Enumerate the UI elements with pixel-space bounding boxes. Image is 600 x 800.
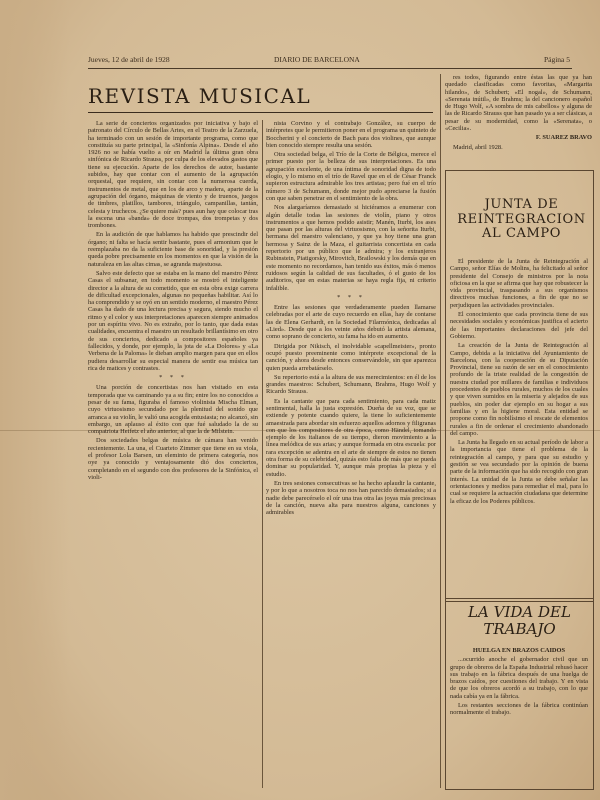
junta-paragraph: El conocimiento que cada provincia tiene de sus necesidades sociales y económicas justifica el acierto de las importantes declaraciones del jefe del Gobierno. [450,311,588,340]
revista-column-2 [266,120,436,788]
revista-column-1 [88,120,258,788]
revista-paragraph: Una porción de concertistas nos han visitado en esta temporada que va caminando ya a su fin; entre los no conocidos a pesar de su fama, figuraba el famoso violinista Mischa Elman, cuyo virtuosismo secundado por la plenitud del sonido que arranca a su violín, le valió una acogida entusiasta; no alcanzó, sin embargo, un aplauso al éxito con que fué saludado la de su compatriota Heifetz el año anterior, al que la de Milstein. [88,384,258,436]
column-divider [262,120,263,788]
paper-edge-shadow [0,0,70,800]
revista-paragraph: Su repertorio está a la altura de sus merecimientos: en él de los grandes maestros: Schubert, Schumann, Brahms, Hugo Wolf y Ricardo Strauss. [266,373,436,396]
revista-column-3 [445,74,592,168]
section-separator: * * * [337,293,365,301]
header-page-number: Página 5 [543,55,570,64]
junta-paragraph: La Junta ha llegado en su actual período de labor a la importancia que tiene el problema de la reintegración al campo, y para que su estudio y gestión se vea secundado por la opinión de buena parte de la información que ha sido recogido con gran interés. La unidad de la Junta se debe señalar las orientaciones y medios para remediar el mal, para lo cual se requiere la actuación ciudadana que determine la eficaz de los Poderes públicos. [450,439,588,505]
vida-paragraph: ...ocurrido anoche el gobernador civil que un grupo de obreros de la España Industrial rehusó hacer sus trabajo en la fábrica después de una huelga de brazos caídos, por cuestiones del trabajo. Y en vista de que los obreros acordó a su trabajo, con lo que nada cabía ya en la fábrica. [450,656,588,700]
revista-paragraph: Entre las sesiones que verdaderamente pueden llamarse celebradas por el arte de cuyo recuerdo en ellas, hay de contarse las de Elena Gerhardt, en la Sociedad Filarmónica, dedicadas al «Lied». Desde que a los veinte años debutó la artista alemana, como soprano de concierto, su fama ha ido en aumento. [266,304,436,341]
article-place-date: Madrid, abril 1928. [453,143,503,151]
revista-paragraph: Es la cantante que para cada sentimiento, para cada matiz sentimental, halla la justa expresión. Dueña de su voz, que se extiende y potente cuando quiere, la tiene lo suficientemente amaestrada para abordar sin esfuerzo aquellos adornos y filigranas con que los compositores de otra época, como Händel, tomando ejemplo de los italianos de su tiempo, dieron movimiento a la línea melódica de sus arias; y aunque formada en otra escuela: por rara excepción se adentra en el arte de siempre de estos no tienen otra forma de su celebridad, quizás esto falta de más que se pueda dominar su popularidad. Y, aunque más propias la pieza y el estudio. [266,397,436,478]
vida-subheading: HUELGA EN BRAZOS CAIDOS [472,647,566,654]
revista-paragraph: Dirigida por Nikisch, el inolvidable «capellmeister», pronto ocupó puesto preeminente como intérprete excepcional de la canción, y ahora desde entonces conservándole, sin que aparezca quien pueda arrebatárselo. [266,342,436,372]
junta-title: JUNTA DE REINTEGRACION AL CAMPO [457,197,586,241]
revista-paragraph: nista Corvino y el contrabajo González, su cuerpo de intérpretes que le permitieron poner en el programa un quinteto de Boccherini y el concierto de Bach para dos violines, que aunque bien conocido siempre resulta una sesión. [266,120,436,149]
page-header [88,55,570,67]
revista-paragraph: En tres sesiones consecutivas se ha hecho aplaudir la cantante, y por lo que a nosotros toca no nos han parecido demasiados; si a nadie debe parecérselo el oír una tras otra las joyas más preciosas de la canción, nueva alta para nuestros alguna, canciones y admirables [266,479,436,517]
junta-paragraph: El presidente de la Junta de Reintegración al Campo, señor Elías de Molins, ha felicitado al señor presidente del Consejo de ministros por la nota oficiosa en la que se afirma que hay que robustecer la vida provincial, traspasando a sus organismos directivos muchas funciones, a fin de que no se perjudiquen las actividades provinciales. [450,258,588,309]
section-separator: * * * [159,374,187,382]
vida-paragraph: Los restantes secciones de la fábrica continúan normalmente el trabajo. [450,702,588,717]
revista-paragraph: La serie de conciertos organizados por iniciativa y bajo el patronato del Círculo de Bellas Artes, en el Teatro de la Zarzuela, ha terminado con un sesión de importante programa, como que constituía su parte principal, la «Sinfonía Alpina». Desde el año 1926 no se había vuelto a oír en Madrid la última gran obra sinfónica de Ricardo Strauss, por culpa de los elevados gastos que tiene su ejecución. Aparte de los derechos de autor, bastante subidos, hay que contar con el aumento de la agrupación orquestal, que requiere, sin contar con la numerosa cuerda, instrumentos de metal, que en los de arco y madera, aparte de la agrupación del órgano, máquinas de viento y de truenos, juegos de timbres, platillos, tambores, triángulo, campanillas, tantán, celesta y truchecos. ¿Se quiere más? pues aun hay que colocar tras la escena una «banda» de doce trompas, dos trompetas y dos trombones. [88,120,258,230]
article-signature: F. SUAREZ BRAVO [535,134,592,142]
revista-paragraph: res todos, figurando entre éstas las que ya han quedado clasificadas como favoritas, «Margarita hilando», de Schubert; «El nogal», de Schumann, «Serenata inútil», de Brahms; la del cancionero español de Hugo Wolf, «A sombra de mis cabellos» y alguna de las de Ricardo Strauss que han pasado ya a ser clásicas, a pesar de su modernidad, como la «Serenata», o «Cecilia». [445,74,592,133]
revista-paragraph: Dos sociedades belgas de música de cámara han venido recientemente. La una, el Cuarteto Zimmer que tiene en su viola, el profesor Lola Barsen, un eleminto de primera categoría, nos oye ya conocido y ventajosamente dió dos conciertos, completando en el segundo con dos profesores de la Sinfónica, el violi- [88,437,258,481]
revista-title: REVISTA MUSICAL [88,84,312,108]
vida-title: LA VIDA DEL TRABAJO [468,603,571,638]
header-newspaper: DIARIO DE BARCELONA [274,55,360,64]
junta-paragraph: La creación de la Junta de Reintegración al Campo, debida a la iniciativa del Ayuntamiento de Barcelona, con la cooperación de su Diputación Provincial, tiene su razón de ser en el conocimiento profundo de la triste realidad de la congestión de nuestra ciudad por millares de familias e individuos procedentes de pueblos rurales, muchos de los cuales y que viven sumidos en la miseria y alejados de sus pueblos, sin poder dar ejemplo en su hogar a sus familias y en la higiene moral. Esta entidad se propone como fin nobilísimo el rescate de elementos rurales a fin de ordenar el crecimiento abandonado del campo. [450,342,588,437]
column-divider [440,74,441,788]
revista-paragraph: Otra sociedad belga, el Trío de la Corte de Bélgica, merece el primer puesto por la belleza de sus interpretaciones. Es una agrupación excelente, de una íntima de sonoridad digna de todo elogio, y lo mismo en el trío de Ravel que en el de César Franck supieron estructura admirable los tres artistas; pero fué en el trío número 3 de Schumann, donde mejor pudo apreciarse la fusión con que saben penetrar en el sentimiento de la obra. [266,151,436,202]
vida-body [450,645,588,785]
title-underline [88,112,433,113]
junta-body [450,258,588,596]
revista-paragraph: En la audición de que hablamos ha habido que prescindir del órgano; ni falta se hacía sentir bastante, pues el armonium que le reemplazaba no da la suficiente base de sonoridad, y la presión queda pobre precisamente en los momentos en que la visión de la naturaleza en las altas cimas, se agranda majestuosa. [88,231,258,268]
revista-paragraph: Salvo este defecto que se estaba en la mano del maestro Pérez Casas el subsanar, en todo momento se mostró el inteligente director a la altura de su cometido, que en esta obra exige carrera de dificultad excepcionales, algunas no pequeñas habilitar. Así lo ha comprendido y se oyó en un sentido moderno, el maestro Pérez Casas ha dado de una lectura precisa y segura, siendo mucho el ritmo y el color y sus interpretaciones aparecen siempre animados por un espíritu vivo. No es extraño, por lo tanto, que dada estas cualidades, encuentra el maestro un resultado brillantísimo en otro de sus conciertos, dedicado a compositores españoles ya fallecidos, y donde, por ejemplo, la jota de «La Dolores» y «La Verbena de la Paloma» le dieban amplio margen para que en ellos pudiera desarrollar su especial manera de sentir esa música tan rica de matices y contrastes. [88,269,258,372]
revista-paragraph: Nos alargaríamos demasiado si hiciéramos a enumerar con algún detalle todas las sesiones de violín, piano y otros instrumentos a que hemos podido asistir; Manén, Iturbi, los ases que pasan por las alturas del virtuosismo, con la señorita Iturbi, hermana del maestro valenciano, y que ya hoy tiene una gran hermosa y Sainz de la Maza, el guitarrista concertista en cada repertorio por un público que le admira; y los extranjeros Rubinstein, Piatigorsky, Mirovitch, Brailowski y los demás que en este momento no recordamos, han tenido sus éxitos, más ó menos ruidosos según la calidad de sus facultades, ó el gusto de los auditorios, que en estas materias se haya regla fija, ni criterio infalible. [266,204,436,292]
header-date: Jueves, 12 de abril de 1928 [88,55,170,64]
header-rule [88,68,572,69]
